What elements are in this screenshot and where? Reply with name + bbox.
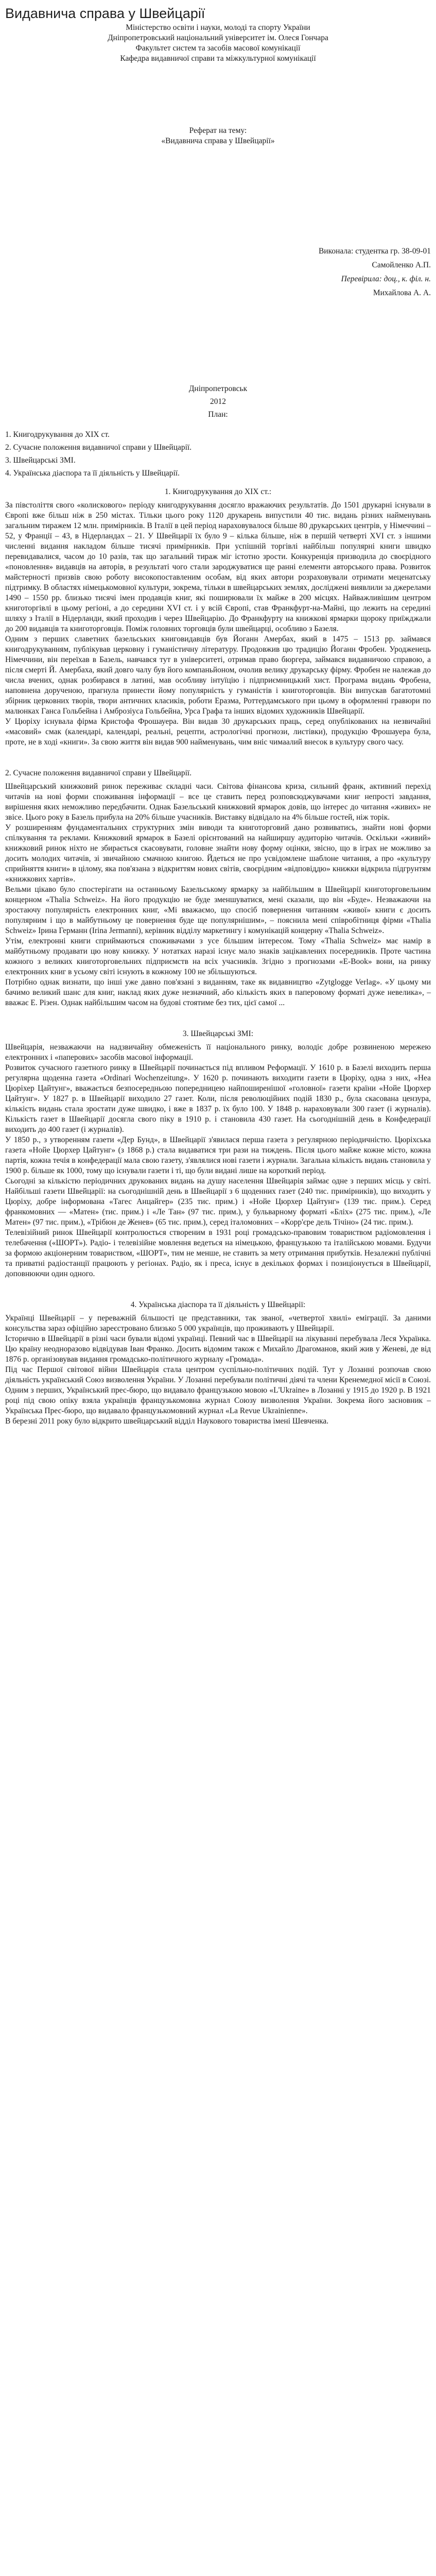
ministry-line: Міністерство освіти і науки, молоді та спорту України (126, 23, 310, 32)
section-heading: 2. Сучасне положення видавничої справи у Швейцарії. (5, 769, 192, 777)
document-body (5, 23, 431, 1427)
section-paragraph: За півстоліття свого «колискового» періоду книгодрукування досягло вражаючих результатів. До 1501 друкарні існували в Європі вже більш ніж в 250 містах. Тільки цього року 1120 друкарень випустили 40 тис. видань різних найменувань загальним тиражем 12 млн. примірників. В Італії в цей період нараховувалося більше 80 друкарських центрів, у Німеччині – 52, у Франції – 43, в Нідерландах – 21. У Швейцарії їх було 9 – кілька більше, ніж в першій четверті XVI ст. з іншими численні видання накладом більше тисячі примірників. При успішній торгівлі найбільш популярні книги швидко перевидавалися, часом до 10 разів, так що загальний тираж міг істотно зрости. Конкуренція призводила до своєрідного «поновлення» видавців на авторів, в результаті чого стали зароджуватися ще ранні елементи авторського права. Розвиток майстерності призвів свою роботу високопоставленим особам, від яких автори розраховували отримати меценатську підтримку. В областях німецькомовної культури, зокрема, тільки в швейцарських землях, досліджені виявлили за джерелами 1490 – 1550 pp. близько тисячі імен продавців книг, які поширювали їх майже в 200 місцях. Найважливішим центром книготоргівлі в цьому регіоні, а до середини XVI ст. і у всій Європі, став Франкфурт-на-Майні, що лежить на середині шляху з Італії в Нідерланди, який проходив і через Швейцарію. До Франкфурту на книжкові ярмарки щороку приїжджали до 200 видавців та книготорговців. Поміж головних торговців були швейцарці, особливо з Базеля. (5, 501, 431, 633)
section-heading: 1. Книгодрукування до XIX ст.: (164, 487, 272, 496)
report-topic: «Видавнича справа у Швейцарії» (161, 137, 275, 145)
section-1 (5, 487, 431, 748)
report-label: Реферат на тему: (189, 126, 247, 135)
department-line: Кафедра видавничої справи та міжкультурної комунікації (120, 54, 316, 63)
section-heading: 3. Швейцарські ЗМІ: (182, 1029, 254, 1038)
city: Дніпропетровськ (188, 384, 248, 393)
document-title: Видавнича справа у Швейцарії (5, 6, 205, 21)
section-paragraph: Під час Першої світової війни Швейцарія стала центром суспільно-політичних подій. Тут у Лозанні розпочав свою діяльність український Союз визволення України. У Лозанні перебували політичні діячі та члени Кренемедної місії в Союзі. Одним з перших, Український прес-бюро, що видавало французькою мовою «L'Ukraine» в Лозанні у 1915 до 1920 р. В 1921 році під свою опіку взяла українців французькомовна журнал Союзу визволення України. Зокрема його засновник – Українська Прес-бюро, що видавало французькомовний журнал «La Revue Ukrainienne». (5, 1365, 431, 1415)
plan-heading: План: (208, 410, 228, 419)
checker-name: Михайлова А. А. (373, 289, 431, 297)
section-paragraph: Утім, електронні книги сприймаються споживачами з усе більшим інтересом. Тому «Thalia Schweiz» має намір в майбутньому продавати цю нову книжку. У нотатках наразі існує мало знаків зацікавлених посередників. Проте частина кожного з великих книготорговельних підприємств на всіх учасників. Згідно з прогнозами «E-Book» вони, на ринку електронних книг в усьому світі існують в кожному 100 не збільшуються. (5, 937, 431, 976)
section-paragraph: У Цюріху існувала фірма Кристофа Фрошауера. Він видав 30 друкарських праць, серед опублікованих на незвичайні «масовий» смак (календарі, календарі, реальні, рецепти, астрологічні прогнози, листівки), продукцію Фрошауера була, проте, не в ході «книги». За свою життя він видав 900 найменувань, чим вніс чимаалий внесок в культуру свого часу. (5, 717, 431, 747)
section-paragraph: Потрібно однак визнати, що інші уже давно пов'язані з виданням, таке як видавництво «Zytglogge Verlag». «У цьому ми бачимо великий шанс для книг, наклад яких дуже незначний, або кількість яких в паперовому форматі дуже невелика», – вважає Е. Різен. Однак найбільшим часом на будові стоятиме без тих, цієї самої ... (5, 978, 431, 1007)
year: 2012 (210, 397, 226, 406)
section-paragraph: Українці Швейцарії – у переважній більшості це представники, так званої, «четвертої хвилі» еміграції. За даними консульства зараз офіційно зареєстровано близько 5 000 українців, що проживають у Швейцарії. (5, 1314, 431, 1333)
section-paragraph: Швейцарський книжковий ринок переживає складні часи. Світова фінансова криза, сильний франк, активний перехід читачів на нові форми споживання інформації – все це ставить перед розповсюджувачами книг непрості завдання, вирішення яких неможливо передбачити. Однак Базельський книжковий ярмарок довів, що інтерес до читання «живих» не звісе. Цього року в Базель прибула на 20% більше учасників. Виставку відвідало на 4% більше гостей, ніж торік. (5, 782, 431, 822)
university-line: Дніпропетровський національний університет ім. Олеся Гончара (108, 33, 328, 42)
author-block (5, 244, 431, 300)
section-paragraph: Історично в Швейцарії в різні часи бували відомі українці. Певний час в Швейцарії на лікуванні перебувала Леся Українка. Цю країну неодноразово відвідував Іван Франко. Досить відомим також є Михайло Драгоманов, який жив у Женеві, де від 1876 р. організовував видання громадсько-політичного журналу «Громада». (5, 1334, 431, 1364)
faculty-line: Факультет систем та засобів масової комунікації (135, 44, 301, 53)
section-4 (5, 1300, 431, 1427)
plan-list (5, 428, 431, 480)
section-paragraph: Сьогодні за кількістю періодичних друкованих видань на душу населення Швейцарія займає одне з перших місць у світі. Найбільші газети Швейцарії: на сьогоднішній день в Швейцарії з 6 щоденних газет (240 тис. примірників), що виходить у Цюріху, добре інформована «Тагес Анцайгер» (235 тис. прим.) і «Нойе Цюрхер Цайтунг» (139 тис. прим.). Серед франкомовних — «Матен» (тис. прим.) і «Ле Тан» (97 тис. прим.), у бульварному форматі «Бліх» (275 тис. прим.), «Ле Матен» (97 тис. прим.), «Трібюн де Женев» (65 тис. прим.), серед італомовних – «Корр'єре дель Тічіно» (24 тис. прим.). (5, 1177, 431, 1227)
section-2 (5, 768, 431, 1008)
plan-item: 1. Книгодрукування до XIX ст. (5, 430, 110, 439)
section-paragraph: У розширенням фундаментальних структурних змін виводи та книготорговий дано розвиватись, знайти нові форми спілкування та реклами. Книжковий ярмарок в Базелі орієнтований на найширшу аудиторію читачів. Оскільки «живий» книжковий ринок ніхто не збирається скасовувати, головне знайти нову форму оцінки, звісно, що в іграх не можливо за досить молодих читачів, зі звичайною смачною книгою. Йдеться не про усвідомлене шаблоне читання, а про «культуру сприйняття книги» в цілому, яка пов'язана з відкриттям нових світів, своєрідним «відповіддю» книжки відкрила підгрунтям «книжкових хартів». (5, 823, 431, 884)
plan-item: 3. Швейцарські ЗМІ. (5, 456, 76, 465)
author-line: Виконала: студентка гр. 38-09-01 (318, 247, 431, 256)
plan-item: 4. Українська діаспора та її діяльність у Швейцарії. (5, 469, 180, 478)
city-year-block (5, 382, 431, 421)
section-paragraph: Одним з перших славетних базельських книговидавців був Йоганн Амербах, який в 1475 – 1513 pp. займався книгодрукуванням, публікував церковну і гуманістичну літературу. Продовжив цю традицію Йоганн Фробен. Уродженець Німеччини, він переїхав в Базель, навчався тут в університеті, отримав право бюргера, займався видавничою справою, а після смерті Й. Амербаха, який довго чалу був його компаньйоном, очолив велику друкарську фірму. Фробен не належав до числа вчених, однак розбирався в латині, мав особливу інтуїцію і підприємницький хист. Програма видань Фробена, наповнена дорученою, прагнула принести йому популярність у гуманістів і книготорговців. Він випускав багатотомні збірник церковних творів, твори античних класиків, роботи Еразма, Роттердамського при цьому в оформленні гравюри по малюнках Ганса Гольбейна і Амброзіуса Гольбейна, Урса Графа та інших відомих художників Швейцарії. (5, 635, 431, 716)
section-3 (5, 1029, 431, 1279)
checker-line: Перевірила: доц., к. філ. н. (341, 275, 431, 283)
section-paragraph: В березні 2011 року було відкрито швейцарський відділ Наукового товариства імені Шевченка. (5, 1417, 329, 1426)
cover-block (5, 23, 431, 64)
section-paragraph: Вельми цікаво було спостерігати на останньому Базельському ярмарку за найбільшим в Швейцарії книготорговельним концерном «Thalia Schweiz». На його продукцію не буде зменшуватися, мені сказали, що він «Буде». Незважаючи на зростаючу популярність електронних книг, «Мі вважаємо, що спосіб повернення читанням «живої» книги є досить популярним і що в майбутньому це повернення буде ще популярнішим», – пояснила мені співробітниця фірми «Thalia Schweiz» Ірина Германн (Irina Jermanni), керівник відділу маркетингу і комунікацій концерну «Thalia Schweiz». (5, 885, 431, 935)
plan-item: 2. Сучасне положення видавничої справи у Швейцарії. (5, 443, 192, 452)
author-name: Самойленко А.П. (372, 261, 431, 269)
section-heading: 4. Українська діаспора та її діяльність у Швейцарії: (130, 1300, 306, 1309)
section-paragraph: У 1850 р., з утворенням газети «Дер Бунд», в Швейцарії з'явилася перша газета з регулярною періодичністю. Цюріхська газета «Нойе Цюрхер Цайтунг» (з 1868 р.) стала видаватися три рази на тиждень. Після цього майже кожне місто, кожна партія, кожна течія в конфедерації мала свою газету, з'являлися нові газети і журнали. Загальна кількість видань становила у 1900 р. більше як 1000, тому що існували газети і ті, що були видані лише на короткий період. (5, 1136, 431, 1175)
section-paragraph: Швейцарія, незважаючи на надзвичайну обмеженість її національного ринку, володіє добре розвиненою мережею електронних і «паперових» засобів масової інформації. (5, 1043, 431, 1062)
section-paragraph: Телевізійний ринок Швейцарії контролюється створеним в 1931 році громадсько-правовим товариством радіомовлення і телебачення («ШОРТ»). Радіо- і телевізійне мовлення ведеться на німецькою, французькою та італійською мовами. Будучи за формою акціонерним товариством, «ШОРТ», тим не менше, не ставить за мету отримання прибутків. Незалежні публічні та приватні радіостанції працюють у регіонах. Радіо, як і преса, існує в декількох формах і позиціонується в Швейцарії, доповнюючи один одного. (5, 1228, 431, 1278)
section-paragraph: Розвиток сучасного газетного ринку в Швейцарії починається під впливом Реформації. У 1610 р. в Базелі виходить перша регулярна щоденна газета «Ordinari Wochenzeitung». У 1620 р. починають виходити газети в Цюріху, одна з них, «Неа Цюріхер Цайтунг», вважається безпосередньою попередницею найпоширенішої «головної» газети країни «Нойе Цюрхер Цайтунг». У 1827 р. в Швейцарії виходило 27 газет. Коли, після революційних подій 1830 р., була скасована цензура, кількість видань стала зростати дуже швидко, і вже в 1837 р. їх було 100. У 1848 р. нараховували 300 газет (і журналів). Кількість газет в Швейцарії досягла свого піку в 1910 р. і становила 430 газет. На сьогоднішній день в Конфедерації виходить до 400 газет (і журналів). (5, 1063, 431, 1134)
report-topic-block (5, 126, 431, 146)
